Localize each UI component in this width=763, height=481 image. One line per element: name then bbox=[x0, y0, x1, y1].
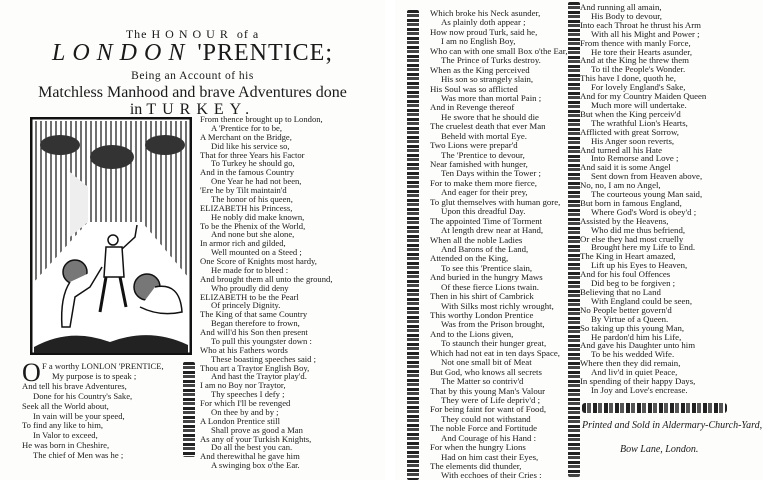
verse-line: Thy speeches I defy ; bbox=[211, 389, 285, 400]
verse-line: The appointed Time of Torment bbox=[430, 215, 543, 226]
right-page bbox=[395, 0, 763, 480]
verse-line: Done for his Country's Sake, bbox=[33, 390, 133, 401]
title-honour: HONOUR bbox=[151, 27, 233, 41]
verse-line: A London Prentice still bbox=[200, 415, 280, 426]
subtitle-main bbox=[0, 84, 385, 118]
verse-line: That by this young Man's Valour bbox=[430, 385, 546, 396]
verse-line: Much more will undertake. bbox=[591, 99, 687, 110]
verse-line: The honor of his queen, bbox=[211, 193, 293, 204]
verse-line: A 'Prentice for to be, bbox=[211, 122, 282, 133]
verse-line: Upon this dreadful Day. bbox=[441, 206, 526, 217]
verse-line: ELIZABETH his Princess, bbox=[200, 202, 293, 213]
verse-line: When all the noble Ladies bbox=[430, 234, 523, 245]
verse-line: In Valor to exceed, bbox=[33, 430, 98, 441]
verse-line: And brought them all unto the ground, bbox=[200, 273, 333, 284]
verse-line: So taking up this young Man, bbox=[580, 322, 685, 333]
verse-line: And at the King he threw them bbox=[580, 55, 689, 66]
verse-line: Did beg to be forgiven ; bbox=[591, 278, 676, 289]
verse-line: Attended on the King, bbox=[430, 253, 509, 264]
title-line-2 bbox=[0, 40, 385, 67]
verse-line: Near famished with hunger, bbox=[430, 159, 528, 169]
verse-line: Believing that no Land bbox=[580, 287, 661, 297]
verse-line: His son so strangely slain, bbox=[441, 74, 534, 85]
verse-line: Of these fierce Lions twain. bbox=[441, 281, 539, 292]
verse-line: He was born in Cheshire, bbox=[22, 440, 110, 451]
verse-line: F a worthy LONLON 'PRENTICE, bbox=[42, 361, 164, 371]
verse-line: The Prince of Turks destroy. bbox=[441, 55, 541, 66]
verse-line: And hast the Traytor play'd. bbox=[211, 371, 307, 382]
imprint-line-2: Bow Lane, London. bbox=[620, 444, 699, 455]
verse-line: Then in his shirt of Cambrick bbox=[430, 291, 534, 302]
verse-line: For which I'll be revenged bbox=[200, 398, 291, 408]
verse-line: They were of Life depriv'd ; bbox=[441, 394, 541, 405]
verse-line: ELIZABETH to be the Pearl bbox=[200, 291, 299, 302]
verse-line: And running all amain, bbox=[580, 2, 662, 12]
verse-line: To staunch their hunger great, bbox=[441, 338, 547, 349]
verse-line: He swore that he should die bbox=[441, 111, 539, 122]
verse-line: The noble Force and Fortitude bbox=[430, 423, 538, 434]
verse-line: For to make them more fierce, bbox=[430, 177, 537, 188]
verse-line: Was from the Prison brought, bbox=[441, 319, 545, 330]
verse-line: No People better govern'd bbox=[580, 304, 672, 315]
verse-line: With all his Might and Power ; bbox=[591, 28, 700, 39]
title-of-a: of a bbox=[236, 27, 260, 41]
verse-line: The King in Heart amazed, bbox=[580, 251, 676, 262]
verse-line: No, no, I am no Angel, bbox=[580, 180, 661, 191]
verse-line: For when the hungry Lions bbox=[430, 442, 526, 453]
ornament-rule-icon bbox=[582, 403, 727, 413]
verse-line: The King of that same Country bbox=[200, 309, 308, 320]
verse-line: And for his foul Offences bbox=[580, 269, 671, 280]
verse-line: And in Revenge thereof bbox=[430, 102, 515, 113]
verse-line: In spending of their happy Days, bbox=[580, 376, 696, 387]
verse-line: Afflicted with great Sorrow, bbox=[580, 126, 679, 137]
verse-line: But God, who knows all secrets bbox=[430, 366, 542, 377]
verse-line: The 'Prentice to devour, bbox=[441, 149, 525, 160]
right-verse-column-1 bbox=[430, 9, 568, 481]
verse-line: He pardon'd him his Life, bbox=[591, 331, 682, 342]
verse-line: This have I done, quoth he, bbox=[580, 73, 677, 84]
verse-line: He tore their Hearts asunder, bbox=[591, 46, 693, 57]
verse-line: From thence brought up to London, bbox=[200, 114, 323, 124]
verse-line: I am no Boy nor Traytor, bbox=[200, 380, 286, 391]
verse-line: To Turkey he should go, bbox=[211, 158, 295, 169]
verse-line: The courteous young Man said, bbox=[591, 189, 703, 200]
verse-line: They could not withstand bbox=[441, 413, 531, 424]
verse-line: And buried in the hungry Maws bbox=[430, 272, 543, 283]
opening-stanza bbox=[22, 358, 164, 461]
verse-line: Which had not eat in ten days Space, bbox=[430, 347, 560, 358]
verse-line: But born in famous England, bbox=[580, 197, 682, 208]
verse-line: In armor rich and gilded, bbox=[200, 238, 286, 249]
verse-line: And in the famous Country bbox=[200, 167, 295, 178]
verse-line: To be the Phenix of the World, bbox=[200, 220, 306, 231]
verse-line: Into each Throat he thrust his Arm bbox=[580, 19, 702, 30]
verse-line: He nobly did make known, bbox=[211, 211, 305, 222]
verse-line: The cruelest death that ever Man bbox=[430, 121, 546, 132]
title-prentice: 'PRENTICE; bbox=[197, 40, 334, 66]
verse-line: Of princely Dignity. bbox=[211, 300, 281, 311]
verse-line: And for my Country Maiden Queen bbox=[580, 91, 707, 102]
verse-line: And Courage of his Hand : bbox=[441, 432, 537, 443]
verse-line: The Matter so contriv'd bbox=[441, 376, 524, 387]
verse-line: By Virtue of a Queen. bbox=[591, 313, 669, 324]
verse-line: To pull this youngster down : bbox=[211, 335, 312, 346]
verse-line: To find any like to him, bbox=[22, 420, 104, 431]
title-the: The bbox=[125, 27, 148, 41]
verse-line: And none but she alone, bbox=[211, 229, 295, 240]
verse-line: Where God's Word is obey'd ; bbox=[591, 206, 697, 217]
verse-line: Or else they had most cruelly bbox=[580, 233, 684, 244]
verse-line: And therewithal he gave him bbox=[200, 451, 300, 462]
verse-line: With ecchoes of their Cries : bbox=[441, 470, 542, 481]
ornament-border-icon bbox=[183, 362, 195, 457]
verse-line: For lovely England's Sake, bbox=[591, 82, 686, 93]
title-london: LONDON bbox=[51, 40, 192, 66]
verse-line: With England could be seen, bbox=[591, 295, 693, 306]
verse-line: To til the People's Wonder. bbox=[591, 64, 686, 75]
subtitle-text: Matchless Manhood and brave Adventures done bbox=[38, 84, 347, 101]
left-verse-column bbox=[200, 115, 332, 470]
subtitle-turkey: TURKEY. bbox=[146, 101, 256, 118]
verse-line: And gave his Daughter unto him bbox=[580, 340, 696, 351]
verse-line: This worthy London Prentice bbox=[430, 310, 534, 320]
verse-line: Into Remorse and Love ; bbox=[591, 153, 679, 164]
verse-line: And said it is some Angel bbox=[580, 162, 671, 173]
verse-line: When as the King perceived bbox=[430, 64, 530, 75]
verse-line: Ten Days within the Tower ; bbox=[441, 168, 541, 179]
verse-line: For being faint for want of Food, bbox=[430, 404, 547, 415]
verse-line: He made for to bleed : bbox=[211, 264, 289, 275]
verse-line: From thence with manly Force, bbox=[580, 37, 691, 48]
verse-line: Do all the best you can. bbox=[211, 442, 293, 453]
ornament-border-icon bbox=[568, 2, 580, 477]
verse-line: My purpose is to speak ; bbox=[52, 370, 137, 381]
verse-line: One Year he had not been, bbox=[211, 176, 302, 187]
verse-line: Assisted by the Heavens, bbox=[580, 215, 669, 226]
verse-line: And turned all his Hate bbox=[580, 144, 663, 155]
verse-line: Who can with one small Box o'the Ear, bbox=[430, 45, 568, 56]
imprint-line-1: Printed and Sold in Aldermary-Church-Yard, bbox=[582, 420, 763, 431]
verse-line: The elements did thunder, bbox=[430, 461, 522, 471]
verse-line: To be his wedded Wife. bbox=[591, 349, 675, 360]
subtitle-in: in bbox=[129, 101, 143, 118]
subtitle-line: Being an Account of his bbox=[131, 70, 254, 82]
verse-line: A swinging box o'the Ear. bbox=[211, 460, 300, 471]
drop-cap: O bbox=[22, 358, 41, 387]
woodcut-illustration bbox=[30, 117, 192, 355]
verse-line: His Soul was so afflicted bbox=[430, 83, 518, 94]
verse-line: Thou art a Traytor English Boy, bbox=[200, 362, 310, 373]
verse-line: Who proudly did deny bbox=[211, 282, 289, 293]
verse-line: One Score of Knights most hardy, bbox=[200, 256, 317, 266]
verse-line: Which broke his Neck asunder, bbox=[430, 8, 541, 18]
verse-line: As any of your Turkish Knights, bbox=[200, 433, 312, 444]
verse-line: The chief of Men was he ; bbox=[33, 450, 124, 461]
verse-line: Not one small bit of Meat bbox=[441, 357, 532, 368]
verse-line: At length drew near at Hand, bbox=[441, 225, 544, 236]
verse-line: 'Ere he by Tilt maintain'd bbox=[200, 185, 287, 195]
verse-line: I am no English Boy, bbox=[441, 36, 516, 47]
verse-line: Sent down from Heaven above, bbox=[591, 171, 703, 182]
verse-line: But when the King perceiv'd bbox=[580, 108, 681, 119]
verse-line: Had on him cast their Eyes, bbox=[441, 451, 539, 462]
verse-line: As plainly doth appear ; bbox=[441, 17, 526, 28]
verse-line: And to the Lions given, bbox=[430, 328, 514, 339]
verse-line: A Merchant on the Bridge, bbox=[200, 131, 292, 142]
verse-line: His Anger soon reverts, bbox=[591, 135, 675, 146]
verse-line: And will'd his Son then present bbox=[200, 327, 308, 337]
verse-line: And tell his brave Adventures, bbox=[22, 380, 127, 391]
verse-line: Brought here my Life to End. bbox=[591, 242, 696, 253]
verse-line: Two Lions were prepar'd bbox=[430, 140, 518, 151]
verse-line: On thee by and by ; bbox=[211, 406, 279, 417]
verse-line: In vain will be your speed, bbox=[33, 410, 125, 421]
verse-line: The wrathful Lion's Hearts, bbox=[591, 117, 688, 128]
verse-line: Began therefore to frown, bbox=[211, 318, 300, 329]
verse-line: Shall prove as good a Man bbox=[211, 424, 303, 435]
verse-line: These boasting speeches said ; bbox=[211, 353, 317, 364]
verse-line: How now proud Turk, said he, bbox=[430, 26, 538, 37]
verse-line: Who did me thus befriend, bbox=[591, 224, 686, 235]
verse-line: Who at his Fathers words bbox=[200, 344, 288, 355]
verse-line: Did like his service so, bbox=[211, 140, 290, 151]
verse-line: To see this 'Prentice slain, bbox=[441, 262, 533, 273]
right-verse-column-2 bbox=[580, 3, 706, 395]
verse-line: And eager for their prey, bbox=[441, 187, 528, 198]
verse-line: Lift up his Eyes to Heaven, bbox=[591, 260, 688, 271]
verse-line: In Joy and Love's encrease. bbox=[591, 384, 688, 395]
verse-line: Was more than mortal Pain ; bbox=[441, 92, 542, 103]
verse-line: To glut themselves with human gore, bbox=[430, 196, 561, 207]
verse-line: Seek all the World about, bbox=[22, 400, 109, 411]
verse-line: Beheld with mortal Eye. bbox=[441, 130, 527, 141]
verse-line: And Barons of the Land, bbox=[441, 243, 529, 254]
verse-line: With Silks most richly wrought, bbox=[441, 300, 554, 311]
verse-line: Where then they did remain, bbox=[580, 358, 681, 369]
verse-line: That for three Years his Factor bbox=[200, 149, 305, 160]
verse-line: Well mounted on a Steed ; bbox=[211, 247, 302, 258]
verse-line: His Body to devour, bbox=[591, 10, 662, 21]
ornament-border-icon bbox=[407, 10, 419, 480]
verse-line: And liv'd in quiet Peace, bbox=[591, 367, 678, 378]
